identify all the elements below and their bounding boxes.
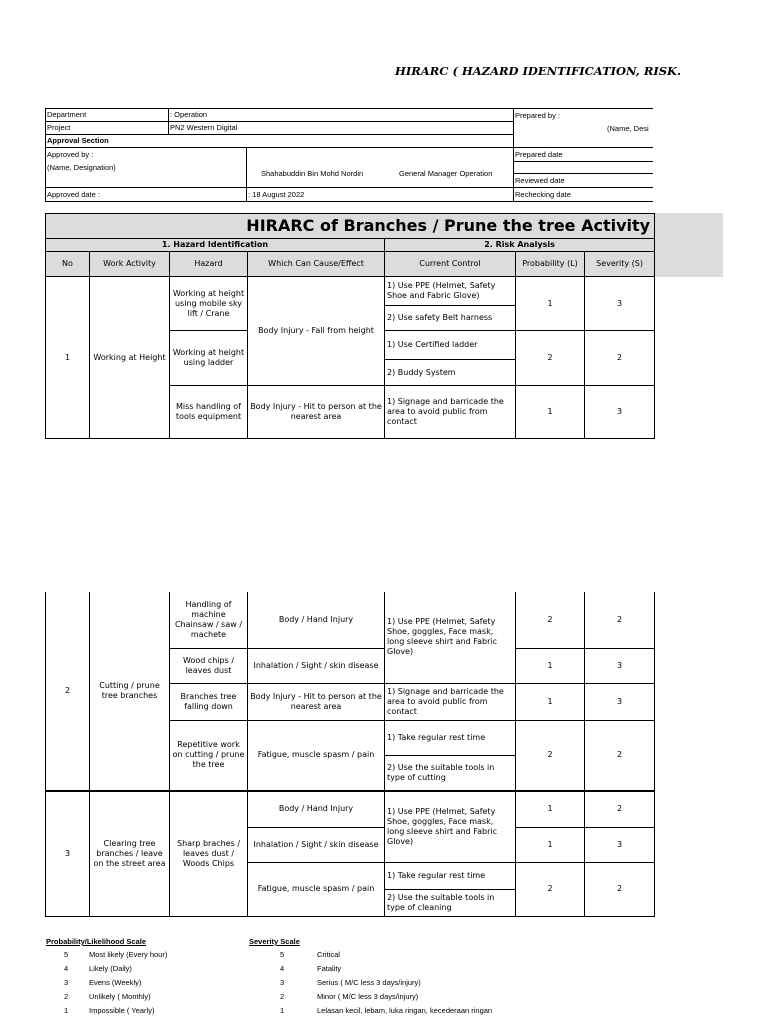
prepared-date-label: Prepared date <box>515 150 563 159</box>
approved-by-label: Approved by : <box>47 150 94 159</box>
column-header: Probability (L) <box>516 252 585 277</box>
probability: 1 <box>516 827 585 862</box>
scale-number: 1 <box>280 1006 285 1015</box>
scale-number: 2 <box>280 992 285 1001</box>
probability-scale-title: Probability/Likelihood Scale <box>46 937 147 946</box>
approval-section-label: Approval Section <box>47 136 109 145</box>
scale-label: Serius ( M/C less 3 days/injury) <box>317 978 421 987</box>
current-control: 1) Take regular rest time <box>385 720 516 755</box>
severity: 2 <box>585 592 655 648</box>
title-band-extension <box>653 213 723 277</box>
scale-number: 4 <box>64 964 69 973</box>
scale-number: 5 <box>64 950 69 959</box>
severity: 2 <box>585 791 655 827</box>
effect: Body Injury - Hit to person at the nearest area <box>248 683 385 720</box>
hazard: Working at height using mobile sky lift / Crane <box>170 277 248 331</box>
severity: 3 <box>585 277 655 331</box>
scale-number: 1 <box>64 1006 69 1015</box>
hazard: Sharp braches / leaves dust / Woods Chips <box>170 791 248 916</box>
scale-label: Impossible ( Yearly) <box>89 1006 155 1015</box>
project-value: PN2 Western Digital <box>170 123 238 132</box>
approved-date-label: Approved date : <box>47 190 100 199</box>
prepared-by-label: Prepared by : <box>515 111 561 120</box>
probability: 2 <box>516 331 585 386</box>
department-label: Department <box>47 110 87 119</box>
scale-label: Unlikely ( Monthly) <box>89 992 151 1001</box>
section-hazard-identification: 1. Hazard Identification <box>46 239 385 252</box>
current-control: 1) Use PPE (Helmet, Safety Shoe, goggles, Face mask, long sleeve shirt and Fabric Glove) <box>385 791 516 862</box>
work-activity: Cutting / prune tree branches <box>90 592 170 791</box>
scale-number: 3 <box>280 978 285 987</box>
current-control: 2) Use the suitable tools in type of cutting <box>385 755 516 791</box>
probability: 1 <box>516 386 585 439</box>
effect: Body / Hand Injury <box>248 592 385 648</box>
name-designation-label: (Name, Designation) <box>47 163 116 172</box>
scale-number: 3 <box>64 978 69 987</box>
prepared-name-designation: (Name, Desi <box>607 124 649 133</box>
scale-label: Likely (Daily) <box>89 964 132 973</box>
effect: Body Injury - Fall from height <box>248 277 385 386</box>
scale-label: Evens (Weekly) <box>89 978 142 987</box>
scale-label: Most likely (Every hour) <box>89 950 168 959</box>
hazard: Handling of machine Chainsaw / saw / machete <box>170 592 248 648</box>
reviewed-date-label: Reviewed date <box>515 176 565 185</box>
current-control: 1) Use Certified ladder <box>385 331 516 360</box>
row-number: 2 <box>46 592 90 791</box>
column-header: Current Control <box>385 252 516 277</box>
current-control: 1) Signage and barricade the area to avoid public from contact <box>385 683 516 720</box>
effect: Inhalation / Sight / skin disease <box>248 827 385 862</box>
severity: 2 <box>585 331 655 386</box>
severity: 3 <box>585 827 655 862</box>
column-header: Hazard <box>170 252 248 277</box>
probability: 2 <box>516 592 585 648</box>
effect: Fatigue, muscle spasm / pain <box>248 862 385 916</box>
scale-number: 2 <box>64 992 69 1001</box>
department-value: : Operation <box>170 110 208 119</box>
hazard: Miss handling of tools equipment <box>170 386 248 439</box>
work-activity: Clearing tree branches / leave on the street area <box>90 791 170 916</box>
hirarc-table-1 <box>45 213 655 439</box>
current-control: 2) Buddy System <box>385 360 516 386</box>
work-activity: Working at Height <box>90 277 170 439</box>
probability: 2 <box>516 720 585 791</box>
probability: 1 <box>516 791 585 827</box>
approver-name: Shahabuddin Bin Mohd Nordin <box>261 169 364 178</box>
severity: 3 <box>585 386 655 439</box>
approved-date-value: : 18 August 2022 <box>248 190 305 199</box>
column-header: Work Activity <box>90 252 170 277</box>
current-control: 1) Signage and barricade the area to avoid public from contact <box>385 386 516 439</box>
hazard: Wood chips / leaves dust <box>170 648 248 683</box>
severity: 2 <box>585 720 655 791</box>
current-control: 1) Use PPE (Helmet, Safety Shoe and Fabric Glove) <box>385 277 516 306</box>
row-number: 3 <box>46 791 90 916</box>
scale-label: Minor ( M/C less 3 days/injury) <box>317 992 419 1001</box>
column-header: Severity (S) <box>585 252 655 277</box>
severity-scale-title: Severity Scale <box>249 937 300 946</box>
current-control: 1) Take regular rest time <box>385 862 516 889</box>
scale-number: 4 <box>280 964 285 973</box>
scale-label: Lelasan kecil, lebam, luka ringan, kecederaan ringan <box>317 1006 493 1015</box>
project-label: Project <box>47 123 71 132</box>
probability: 1 <box>516 648 585 683</box>
current-control: 2) Use safety Belt harness <box>385 306 516 331</box>
document-title: HIRARC ( HAZARD IDENTIFICATION, RISK. <box>395 64 682 78</box>
effect: Body Injury - Hit to person at the nearest area <box>248 386 385 439</box>
scale-number: 5 <box>280 950 285 959</box>
scale-label: Fatality <box>317 964 342 973</box>
table-title: HIRARC of Branches / Prune the tree Activity <box>46 214 655 239</box>
column-header: No <box>46 252 90 277</box>
severity: 3 <box>585 648 655 683</box>
current-control: 2) Use the suitable tools in type of cleaning <box>385 889 516 916</box>
probability: 1 <box>516 683 585 720</box>
hazard: Working at height using ladder <box>170 331 248 386</box>
rechecking-date-label: Rechecking date <box>515 190 571 199</box>
severity: 2 <box>585 862 655 916</box>
effect: Body / Hand Injury <box>248 791 385 827</box>
current-control: 1) Use PPE (Helmet, Safety Shoe, goggles, Face mask, long sleeve shirt and Fabric Glove) <box>385 592 516 683</box>
hazard: Branches tree falling down <box>170 683 248 720</box>
approver-designation: General Manager Operation <box>399 169 493 178</box>
hazard: Repetitive work on cutting / prune the tree <box>170 720 248 791</box>
effect: Fatigue, muscle spasm / pain <box>248 720 385 791</box>
effect: Inhalation / Sight / skin disease <box>248 648 385 683</box>
severity: 3 <box>585 683 655 720</box>
scale-label: Critical <box>317 950 340 959</box>
row-number: 1 <box>46 277 90 439</box>
section-risk-analysis: 2. Risk Analysis <box>385 239 655 252</box>
column-header: Which Can Cause/Effect <box>248 252 385 277</box>
hirarc-table-2 <box>45 592 655 917</box>
probability: 2 <box>516 862 585 916</box>
probability: 1 <box>516 277 585 331</box>
